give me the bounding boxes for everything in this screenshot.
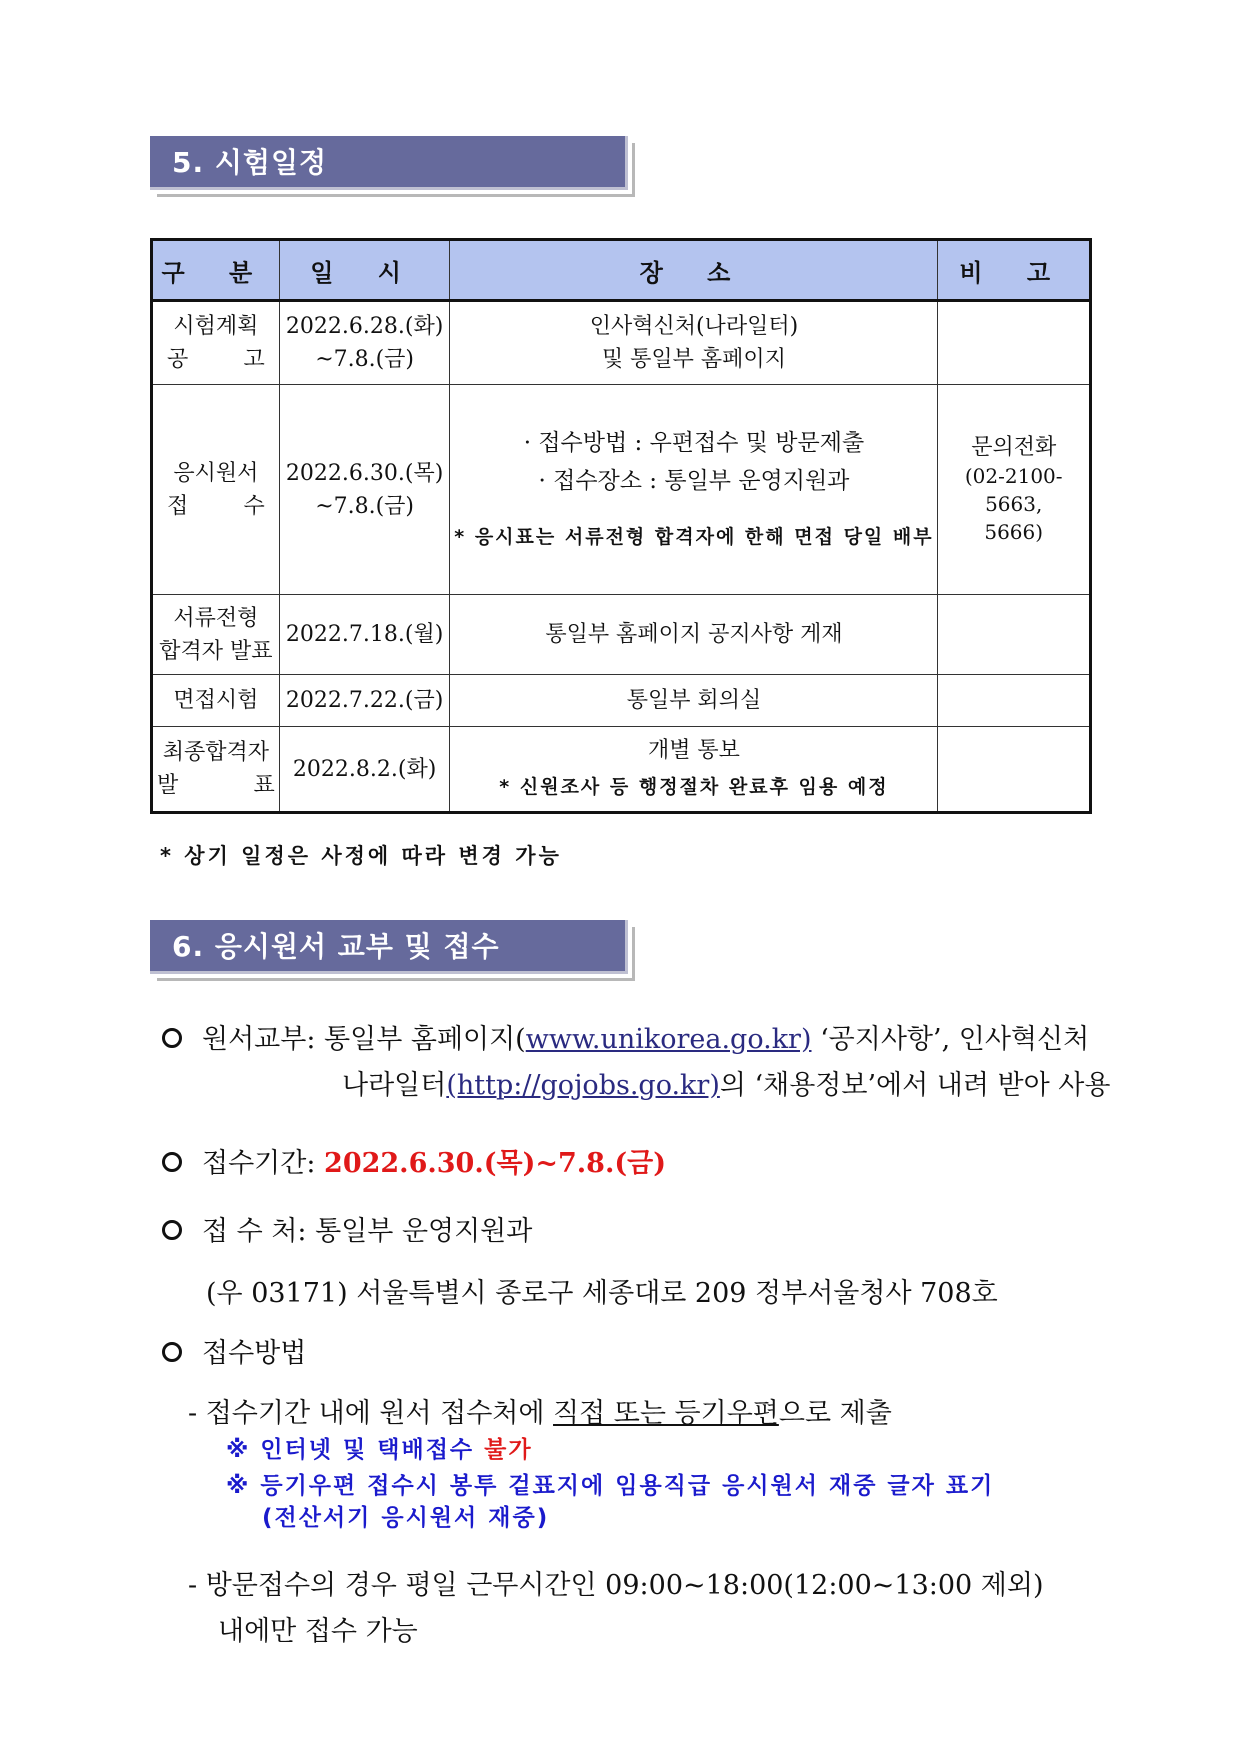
category-line: 최종합격자 xyxy=(162,740,269,765)
distribution-label: 원서교부: xyxy=(202,1024,316,1055)
row-date xyxy=(279,675,450,727)
circle-bullet-icon xyxy=(162,1342,182,1362)
method-label: 접수방법 xyxy=(202,1338,307,1369)
row-note xyxy=(938,727,1091,813)
row-date xyxy=(279,727,450,813)
note-unavailable: 불가 xyxy=(484,1437,533,1463)
row-category xyxy=(152,595,280,675)
note-registered-mail-cont: (전산서기 응시원서 재중) xyxy=(262,1505,550,1531)
header-place: 장 소 xyxy=(450,240,938,301)
note-text: ※ 인터넷 및 택배접수 xyxy=(226,1437,485,1463)
item-distribution xyxy=(162,1018,1092,1062)
row-category xyxy=(152,301,280,385)
distribution-text: 의 ‘채용정보’에서 내려 받아 사용 xyxy=(719,1070,1111,1101)
method-emphasis: 직접 또는 등기우편 xyxy=(553,1398,779,1429)
row-category xyxy=(152,385,280,595)
visit-line-a: - 방문접수의 경우 평일 근무시간인 09:00~18:00(12:00~13:00 제외) xyxy=(188,1570,1044,1601)
date-line: 2022.7.22.(금) xyxy=(285,688,444,713)
category-line: 응시원서 xyxy=(173,460,259,486)
row-place xyxy=(450,727,938,813)
row-category xyxy=(152,727,280,813)
circle-bullet-icon xyxy=(162,1028,182,1048)
table-row xyxy=(152,301,1091,385)
item-office xyxy=(162,1210,532,1254)
office-label: 접 수 처: xyxy=(202,1216,307,1247)
gojobs-link[interactable]: (http://gojobs.go.kr) xyxy=(446,1070,720,1101)
row-place xyxy=(450,301,938,385)
header-date: 일 시 xyxy=(279,240,450,301)
note-registered-mail: ※ 등기우편 접수시 봉투 겉표지에 임용직급 응시원서 재중 글자 표기 xyxy=(226,1473,995,1499)
method-text: - 접수기간 내에 원서 접수처에 xyxy=(188,1398,554,1429)
row-date xyxy=(279,301,450,385)
date-line: 2022.6.28.(화) xyxy=(285,314,444,339)
period-value: 2022.6.30.(목)~7.8.(금) xyxy=(324,1148,666,1179)
category-line: 면접시험 xyxy=(173,688,259,713)
item-method xyxy=(162,1332,306,1376)
row-place xyxy=(450,595,938,675)
date-line: 2022.6.30.(목) xyxy=(285,460,444,486)
schedule-table xyxy=(150,238,1092,814)
header-category: 구 분 xyxy=(152,240,280,301)
contact-number: (02-2100-5663, xyxy=(964,463,1063,516)
date-line: 2022.7.18.(월) xyxy=(285,622,444,647)
category-line-justified: 접 수 xyxy=(167,493,265,519)
row-place xyxy=(450,675,938,727)
contact-label: 문의전화 xyxy=(971,434,1057,460)
period-label: 접수기간: xyxy=(202,1148,316,1179)
office-value: 통일부 운영지원과 xyxy=(315,1216,533,1247)
row-note xyxy=(938,675,1091,727)
category-line-justified: 발 표 xyxy=(157,773,275,798)
row-note xyxy=(938,301,1091,385)
date-line: 2022.8.2.(화) xyxy=(292,756,437,782)
row-place xyxy=(450,385,938,595)
date-line: ~7.8.(금) xyxy=(315,493,415,519)
visit-line-b: 내에만 접수 가능 xyxy=(218,1616,418,1647)
table-header-row xyxy=(152,240,1091,301)
place-note: * 신원조사 등 행정절차 완료후 임용 예정 xyxy=(499,776,889,798)
row-date xyxy=(279,595,450,675)
row-category xyxy=(152,675,280,727)
table-row xyxy=(152,727,1091,813)
category-line: 합격자 발표 xyxy=(159,638,273,664)
method-text: 으로 제출 xyxy=(778,1398,892,1429)
item-distribution-cont xyxy=(342,1064,1110,1108)
item-period xyxy=(162,1142,666,1186)
place-note: * 응시표는 서류전형 합격자에 한해 면접 당일 배부 xyxy=(454,525,934,548)
category-line-justified: 공 고 xyxy=(167,347,265,372)
header-note: 비 고 xyxy=(938,240,1091,301)
date-line: ~7.8.(금) xyxy=(315,347,415,372)
place-line: 통일부 홈페이지 공지사항 게재 xyxy=(545,622,843,647)
category-line: 시험계획 xyxy=(173,314,259,339)
distribution-text: ‘공지사항’, 인사혁신처 xyxy=(811,1024,1090,1055)
distribution-text: 나라일터 xyxy=(342,1070,447,1101)
place-line: 통일부 회의실 xyxy=(626,688,762,713)
distribution-text: 통일부 홈페이지( xyxy=(324,1024,526,1055)
contact-number-ext: 5666) xyxy=(984,519,1044,544)
table-row xyxy=(152,385,1091,595)
table-row xyxy=(152,595,1091,675)
row-note xyxy=(938,595,1091,675)
section-6-heading: 6. 응시원서 교부 및 접수 xyxy=(150,920,628,974)
row-note xyxy=(938,385,1091,595)
note-no-internet xyxy=(226,1434,533,1466)
table-row xyxy=(152,675,1091,727)
place-line: 인사혁신처(나라일터) xyxy=(589,314,799,339)
place-line: 개별 통보 xyxy=(647,738,740,763)
office-address: (우 03171) 서울특별시 종로구 세종대로 209 정부서울청사 708호 xyxy=(206,1278,998,1309)
section-5-heading: 5. 시험일정 xyxy=(150,136,628,190)
place-line: 및 통일부 홈페이지 xyxy=(601,347,786,372)
place-line: · 접수방법 : 우편접수 및 방문제출 xyxy=(523,429,865,456)
method-line-a xyxy=(188,1392,892,1436)
schedule-footnote: * 상기 일정은 사정에 따라 변경 가능 xyxy=(160,844,562,868)
row-date xyxy=(279,385,450,595)
category-line: 서류전형 xyxy=(173,605,259,631)
unikorea-link[interactable]: www.unikorea.go.kr) xyxy=(525,1024,812,1055)
place-line: · 접수장소 : 통일부 운영지원과 xyxy=(538,467,850,494)
circle-bullet-icon xyxy=(162,1152,182,1172)
circle-bullet-icon xyxy=(162,1220,182,1240)
